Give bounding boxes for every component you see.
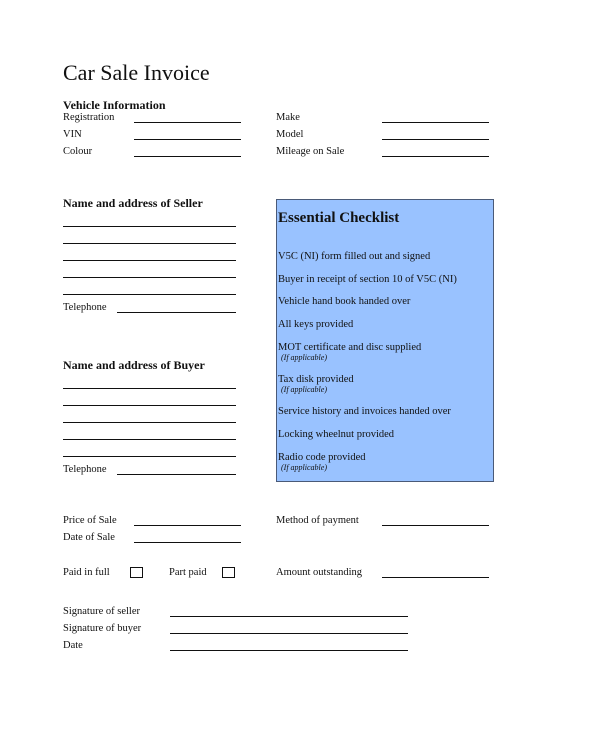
checklist-item-service-history: Service history and invoices handed over: [278, 406, 451, 417]
colour-field[interactable]: [134, 156, 241, 157]
checklist-item-radio-code: Radio code provided: [278, 452, 366, 463]
checklist-item-keys: All keys provided: [278, 319, 354, 330]
buyer-address-line-3[interactable]: [63, 422, 236, 423]
vehicle-info-heading: Vehicle Information: [63, 98, 166, 112]
checklist-item-locking-wheelnut: Locking wheelnut provided: [278, 429, 395, 440]
colour-label: Colour: [63, 146, 93, 157]
buyer-telephone-label: Telephone: [63, 464, 107, 475]
checklist-item-handbook: Vehicle hand book handed over: [278, 296, 411, 307]
make-field[interactable]: [382, 122, 489, 123]
buyer-address-line-4[interactable]: [63, 439, 236, 440]
price-of-sale-field[interactable]: [134, 525, 241, 526]
mileage-field[interactable]: [382, 156, 489, 157]
buyer-heading: Name and address of Buyer: [63, 358, 205, 372]
page-title: Car Sale Invoice: [63, 60, 210, 85]
amount-outstanding-label: Amount outstanding: [276, 567, 363, 578]
buyer-signature-field[interactable]: [170, 633, 408, 634]
buyer-address-line-2[interactable]: [63, 405, 236, 406]
date-of-sale-field[interactable]: [134, 542, 241, 543]
checklist-note-tax-disk: (If applicable): [281, 385, 327, 394]
model-label: Model: [276, 129, 304, 140]
registration-field[interactable]: [134, 122, 241, 123]
amount-outstanding-field[interactable]: [382, 577, 489, 578]
payment-method-field[interactable]: [382, 525, 489, 526]
seller-signature-field[interactable]: [170, 616, 408, 617]
mileage-label: Mileage on Sale: [276, 146, 345, 157]
part-paid-label: Part paid: [169, 567, 207, 578]
essential-checklist-box: [276, 199, 494, 482]
checklist-note-mot: (If applicable): [281, 353, 327, 362]
buyer-signature-label: Signature of buyer: [63, 623, 142, 634]
vin-field[interactable]: [134, 139, 241, 140]
seller-address-line-1[interactable]: [63, 226, 236, 227]
checklist-title: Essential Checklist: [278, 210, 400, 226]
buyer-address-line-5[interactable]: [63, 456, 236, 457]
price-of-sale-label: Price of Sale: [63, 515, 117, 526]
seller-address-line-2[interactable]: [63, 243, 236, 244]
registration-label: Registration: [63, 112, 115, 123]
buyer-telephone-field[interactable]: [117, 474, 236, 475]
signature-date-field[interactable]: [170, 650, 408, 651]
vin-label: VIN: [63, 129, 82, 140]
checklist-note-radio-code: (If applicable): [281, 463, 327, 472]
checklist-item-mot: MOT certificate and disc supplied: [278, 342, 422, 353]
checklist-item-tax-disk: Tax disk provided: [278, 374, 354, 385]
seller-address-line-5[interactable]: [63, 294, 236, 295]
seller-address-line-4[interactable]: [63, 277, 236, 278]
checklist-item-v5c-form: V5C (NI) form filled out and signed: [278, 251, 431, 262]
paid-in-full-label: Paid in full: [63, 567, 110, 578]
paid-in-full-checkbox[interactable]: [130, 567, 143, 578]
signature-date-label: Date: [63, 640, 83, 651]
seller-telephone-field[interactable]: [117, 312, 236, 313]
make-label: Make: [276, 112, 300, 123]
seller-signature-label: Signature of seller: [63, 606, 140, 617]
seller-address-line-3[interactable]: [63, 260, 236, 261]
model-field[interactable]: [382, 139, 489, 140]
payment-method-label: Method of payment: [276, 515, 359, 526]
buyer-address-line-1[interactable]: [63, 388, 236, 389]
checklist-item-section-10: Buyer in receipt of section 10 of V5C (NI): [278, 274, 457, 285]
part-paid-checkbox[interactable]: [222, 567, 235, 578]
seller-heading: Name and address of Seller: [63, 196, 203, 210]
date-of-sale-label: Date of Sale: [63, 532, 115, 543]
seller-telephone-label: Telephone: [63, 302, 107, 313]
